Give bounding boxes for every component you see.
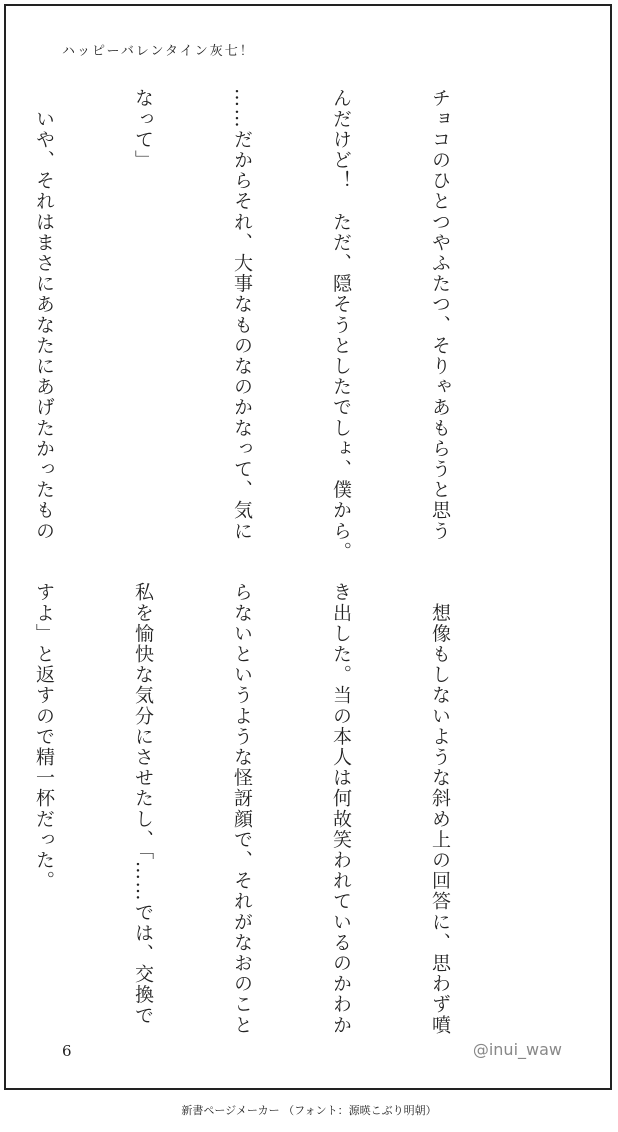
text-line: いや、それはまさにあなたにあげたかったもの (33, 88, 55, 542)
text-line: すよ」と返すので精一杯だった。 (33, 582, 55, 891)
page-title: ハッピーバレンタイン灰七！ (62, 44, 255, 59)
text-line: なって」 (132, 88, 154, 171)
text-line: 私を愉快な気分にさせたし、「……では、交換で (132, 582, 154, 1026)
text-line: んだけど！ ただ、隠そうとしたでしょ、僕から。 (330, 88, 352, 562)
text-line: ……だからそれ、大事なものなのかなって、気に (231, 88, 253, 542)
text-line: チョコのひとつやふたつ、そりゃあもらうと思う (429, 88, 451, 542)
text-block-bottom (0, 582, 522, 1036)
text-line: 想像もしないような斜め上の回答に、思わず噴 (429, 582, 451, 1036)
text-block-top (0, 88, 522, 562)
author-handle: @inui_waw (472, 1040, 562, 1059)
text-line: き出した。当の本人は何故笑われているのかわか (330, 582, 352, 1036)
page-number: 6 (62, 1042, 72, 1060)
generator-credit: 新書ページメーカー （フォント：源暎こぶり明朝） (181, 1104, 437, 1117)
text-line: らないというような怪訝顔で、それがなおのこと (231, 582, 253, 1036)
page-frame (4, 4, 612, 1090)
